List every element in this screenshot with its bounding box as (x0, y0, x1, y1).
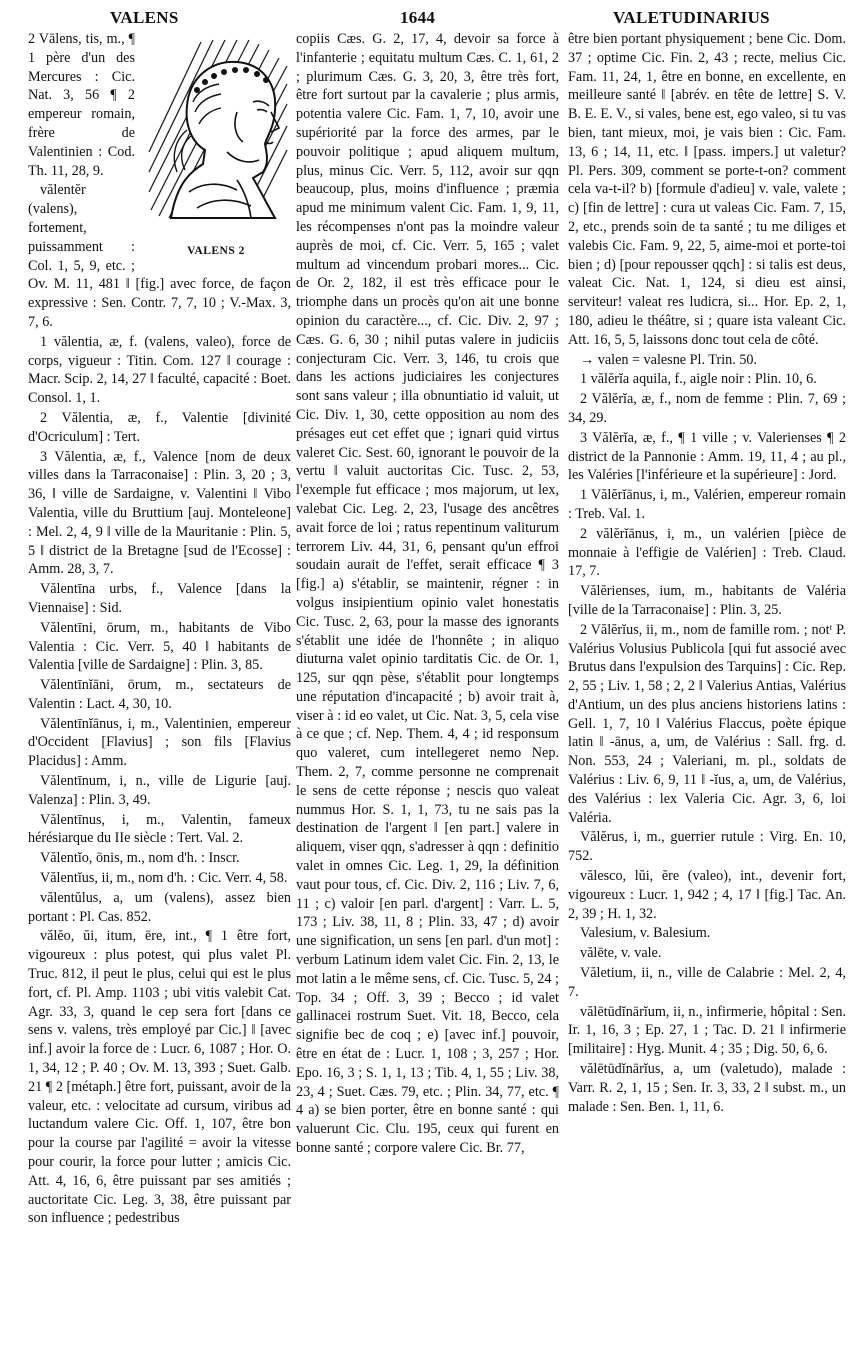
running-header (28, 8, 840, 32)
entry-continuation: être bien portant physiquement ; bene Cic. Dom. 37 ; optime Cic. Fin. 2, 43 ; recte, melius Cic. Fam. 11, 24, 1, être en bonne, en excellente, en meilleure santé ‖ [abrév. en tête de lettre] S. V. B. E. E. V., si vales, bene est, ego valeo, si tu vas bien, tant mieux, moi, je vais bien : Cic. Fam. 13, 6 ; 14, 11, etc. ‖ [pass. impers.] ut valetur? Pl. Pers. 309, comment se porte-t-on? comment cela va-t-il? b) [formule d'adieu] v. vale, valete ; c) [fin de lettre] : cura ut valeas Cic. Fam. 7, 15, 2, etc., prends soin de ta santé ; tu me diliges et valebis Cic. Fam. 9, 22, 5, aime-moi et porte-toi bien ; d) [pour repousser qqch] : si talis est deus, valeat Cic. Nat. 1, 124, si dieu est ainsi, serviteur! valeat res ludicra, si... Hor. Ep. 2, 1, 180, adieu le théâtre, si ; quare ista valeant Cic. Att. 16, 5, 5, laissons donc tout cela de côté. (568, 31, 846, 348)
entry: vălēte, v. vale. (580, 945, 662, 962)
entry: Vălentĭo, ōnis, m., nom d'h. : Inscr. (40, 850, 240, 867)
entry: 2 Vālens, tis, m., ¶ 1 père d'un des Mercures : Cic. Nat. 3, 56 ¶ 2 empereur romain, frère de Valentinien : Cod. Th. 11, 28, 9. (28, 31, 135, 179)
entry: Vălĕrienses, ium, m., habitants de Valéria [ville de la Tarraconaise] : Plin. 3, 25. (568, 583, 846, 618)
entry: Vălĕrus, i, m., guerrier rutule : Virg. En. 10, 752. (568, 829, 846, 865)
entry: Văletium, ii, n., ville de Calabrie : Mel. 2, 4, 7. (568, 965, 846, 1000)
entry: vălentĕr (valens), fortement, puissamment : Col. 1, 5, 9, etc. ; Ov. M. 11, 481 ‖ [fig.] avec force, de façon expressive : Sen. Contr. 7, 7, 10 ; V.-Max. 3, 7, 6. (28, 182, 291, 330)
header-first-word: VALENS (110, 8, 179, 27)
entry: vălētūdĭnārĭus, a, um (valetudo), malade : Varr. R. 2, 1, 15 ; Sen. Ir. 3, 33, 2 ‖ subst. m., un malade : Sen. Ben. 1, 11, 6. (568, 1061, 846, 1115)
column-1 (28, 30, 291, 1346)
entry: Vălentīnum, i, n., ville de Ligurie [auj. Valenza] : Plin. 3, 49. (28, 773, 291, 808)
entry: Vălentīnus, i, m., Valentin, fameux hérésiarque du IIe siècle : Tert. Val. 2. (28, 811, 291, 847)
entry: Vălentĭus, ii, m., nom d'h. : Cic. Verr. 4, 58. (40, 870, 288, 887)
entry: 2 Vălĕrĭus, ii, m., nom de famille rom. ; notᵗ P. Valérius Volusius Publicola [qui fut associé avec Brutus dans l'expulsion des Tarquins] : Cic. Rep. 2, 55 ; Liv. 1, 58 ; 2, 2 ‖ Valerius Antias, Valérius d'Antium, un des plus anciens historiens latins : Gell. 1, 7, 10 ‖ Valérius Flaccus, poète épique latin ‖ -ānus, a, um, de Valérius : Sall. frg. d. Non. 553, 24 ; Valeriani, m. pl., soldats de Valérius : Liv. 6, 9, 11 ‖ -ĭus, a, um, de Valérius, des Valérius : lex Valeria Cic. Agr. 3, 6, loi Valéria. (568, 621, 846, 826)
entry: Valesium, v. Balesium. (580, 925, 711, 942)
entry: 2 Vălentia, æ, f., Valentie [divinité d'Ocriculum] : Tert. (28, 409, 291, 445)
entry: vălĕo, ŭi, itum, ēre, int., ¶ 1 être fort, vigoureux : plus potest, qui plus valet Pl. Truc. 812, il peut le plus, celui qui est le plus fort, cf. Pl. Amp. 1103 ; ubi vitis valebit Cat. Agr. 33, 3, quand le cep sera fort [dans ce sens v. valens, très employé par Cic.] ‖ [avec inf.] avoir la force de : Lucr. 6, 1087 ; Hor. O. 1, 34, 12 ; P. 40 ; Ov. M. 13, 393 ; Suet. Galb. 21 ¶ 2 [métaph.] être fort, puissant, avoir de la valeur, etc. : velocitate ad cursum, viribus ad luctandum valere Cic. Off. 1, 107, être bon pour la course par l'agilité = avoir la vitesse pour courir, la force pour lutter ; amicis Cic. Att. 4, 16, 6, être puissant par ses amitiés ; auctoritate Cic. Leg. 3, 38, être puissant par son influence ; pedestribus (28, 928, 291, 1227)
roman-emperor-bust-icon (141, 32, 291, 244)
entry: 1 vălentia, æ, f. (valens, valeo), force de corps, vigueur : Titin. Com. 127 ‖ courage : Macr. Scip. 2, 14, 27 ‖ faculté, capacité : Boet. Consol. 1, 1. (28, 333, 291, 407)
page-number: 1644 (400, 8, 436, 27)
emperor-figure (141, 32, 291, 258)
entry: Vălentīnĭānus, i, m., Valentinien, empereur d'Occident [Flavius] ; son fils [Flavius Placidus] : Amm. (28, 715, 291, 770)
entry: vălētūdĭnārĭum, ii, n., infirmerie, hôpital : Sen. Ir. 1, 16, 3 ; Ep. 27, 1 ; Tac. D. 21 ‖ infirmerie [militaire] : Hyg. Munit. 4 ; 35 ; Dig. 50, 6, 6. (568, 1003, 846, 1058)
entry: Vălentīni, ōrum, m., habitants de Vibo Valentia : Cic. Verr. 5, 40 ‖ habitants de Valentia [ville de Sardaigne] : Plin. 3, 85. (28, 619, 291, 674)
entry: 3 Vălĕrĭa, æ, f., ¶ 1 ville ; v. Valerienses ¶ 2 district de la Pannonie : Amm. 19, 11, 4 ; au pl., les Valéries [l'inférieure et la supérieure] : Jord. (568, 429, 846, 484)
entry-continuation: copiis Cæs. G. 2, 17, 4, devoir sa force à l'infanterie ; equitatu multum Cæs. C. 1, 61, 2 ; plurimum Cæs. G. 3, 20, 3, être très fort, être fort surtout par la cavalerie ; plus armis, potentia valere Cic. Fam. 1, 7, 10, avoir une supériorité par la force des armes, par le pouvoir politique ; apud aliquem multum, plus, minus Cic. Verr. 5, 112, avoir sur qqn beaucoup, plus, moins d'influence ; præmia apud me minimum valent Cic. Fam. 1, 9, 11, les récompenses n'ont pas la moindre valeur auprès de moi, cf. Cic. Verr. 5, 165 ; valet multum ad vincendum probari mores... Cic. de Or. 2, 182, il est très efficace pour le triomphe dans un procès qu'on ait une bonne opinion du caractère..., cf. Cic. Div. 2, 97 ; Cæs. G. 6, 30 ; nihil putas valere in judiciis conjecturam Cic. Verr. 3, 146, tu crois que dans les actions judiciaires les conjectures sont sans valeur ; illa obnuntiatio id valuit, ut Cic. Div. 1, 30, cette opposition au nom des présages eut cet effet que ; ignari quid virtus valeret Cic. Sest. 60, ignorant le pouvoir de la vertu ‖ valuit auctoritas Cic. Tusc. 2, 53, l'exemple fut efficace ; mos majorum, ut lex, valebat Cic. Leg. 2, 23, l'usage des ancêtres avait force de loi ; ratus repentinum valiturum terrorem Liv. 44, 31, 6, pensant qu'un effroi soudain aurait de l'effet, serait efficace ¶ 3 [fig.] a) s'établir, se maintenir, régner : in volgus insipientium opinio valet honestatis Cic. Tusc. 2, 63, pour la masse des ignorants s'établit une idée de l'honnête ; in aliquo diuturna valet opinio tarditatis Cic. de Or. 1, 125, sur qqn pèse, s'établit pour longtemps une réputation d'incapacité ; b) avoir trait à, viser à : id eo valet, ut Cic. Nat. 3, 5, cela vise à ce que ; cf. Nep. Them. 4, 4 ; id responsum quo valeret, cum intellegeret nemo Nep. Them. 2, 7, comme personne ne comprenait le sens de cette réponse ; nescis quo valeat nummus Hor. S. 1, 1, 73, tu ne sais pas la destination de l'argent ‖ [en part.] valere in aliquem, viser qqn, s'adresser à qqn : definitio valet in omnes Cic. Leg. 1, 29, la définition vaut pour tous, cf. Cic. Div. 2, 116 ; Liv. 7, 6, 11 ; c) valoir [en parl. d'argent] : Varr. L. 5, 173 ; Liv. 38, 11, 8 ; Plin. 33, 47 ; d) avoir une signification, un sens [en parl. d'un mot] : verbum Latinum idem valet Cic. Fin. 2, 13, le mot latin a le même sens, cf. Cic. Tusc. 5, 24 ; Top. 34 ; Off. 3, 39 ; Becco ; id valet gallinacei rostrum Suet. Vit. 18, Becco, cela signifie bec de coq ; e) [avec inf.] pouvoir, être en état de : Lucr. 1, 108 ; 3, 257 ; Hor. Epo. 16, 3 ; S. 1, 1, 13 ; Tib. 4, 1, 55 ; Liv. 38, 23, 4 ; Suet. Cæs. 79, etc. ; Plin. 34, 77, etc. ¶ 4 a) se bien porter, être en bonne santé : qui valuerunt Cic. Clu. 195, ceux qui furent en bonne santé ; corpore valere Cic. Br. 77, (296, 31, 559, 1157)
entry: 2 Vălĕrĭa, æ, f., nom de femme : Plin. 7, 69 ; 34, 29. (568, 391, 846, 426)
entry: vălentŭlus, a, um (valens), assez bien portant : Pl. Cas. 852. (28, 889, 291, 925)
header-last-word: VALETUDINARIUS (613, 8, 770, 27)
column-2 (296, 30, 559, 1346)
figure-caption: VALENS 2 (187, 245, 245, 257)
entry: Vălentīna urbs, f., Valence [dans la Viennaise] : Sid. (28, 581, 291, 616)
entry: 1 vălĕrĭa aquila, f., aigle noir : Plin. 10, 6. (580, 371, 817, 388)
entry: → valen = valesne Pl. Trin. 50. (580, 351, 758, 368)
entry: Vălentīnĭāni, ōrum, m., sectateurs de Valentin : Lact. 4, 30, 10. (28, 677, 291, 712)
entry: 3 Vălentia, æ, f., Valence [nom de deux villes dans la Tarraconaise] : Plin. 3, 20 ; 3, 36, ‖ ville de Sardaigne, v. Valentini ‖ Vibo Valentia, ville du Bruttium [auj. Monteleone] : Mel. 2, 4, 9 ‖ ville de la Mauritanie : Plin. 5, 5 ‖ district de la Bretagne [sud de l'Ecosse] : Amm. 28, 3, 7. (28, 448, 291, 578)
entry: 1 Vălĕrĭānus, i, m., Valérien, empereur romain : Treb. Val. 1. (568, 487, 846, 522)
entry: vălesco, lŭi, ĕre (valeo), int., devenir fort, vigoureux : Lucr. 1, 942 ; 4, 17 ‖ [fig.] Tac. An. 2, 39 ; H. 1, 32. (568, 868, 846, 922)
entry: 2 vălĕrĭānus, i, m., un valérien [pièce de monnaie à l'effigie de Valérien] : Treb. Claud. 17, 7. (568, 525, 846, 580)
column-3 (568, 30, 846, 1346)
